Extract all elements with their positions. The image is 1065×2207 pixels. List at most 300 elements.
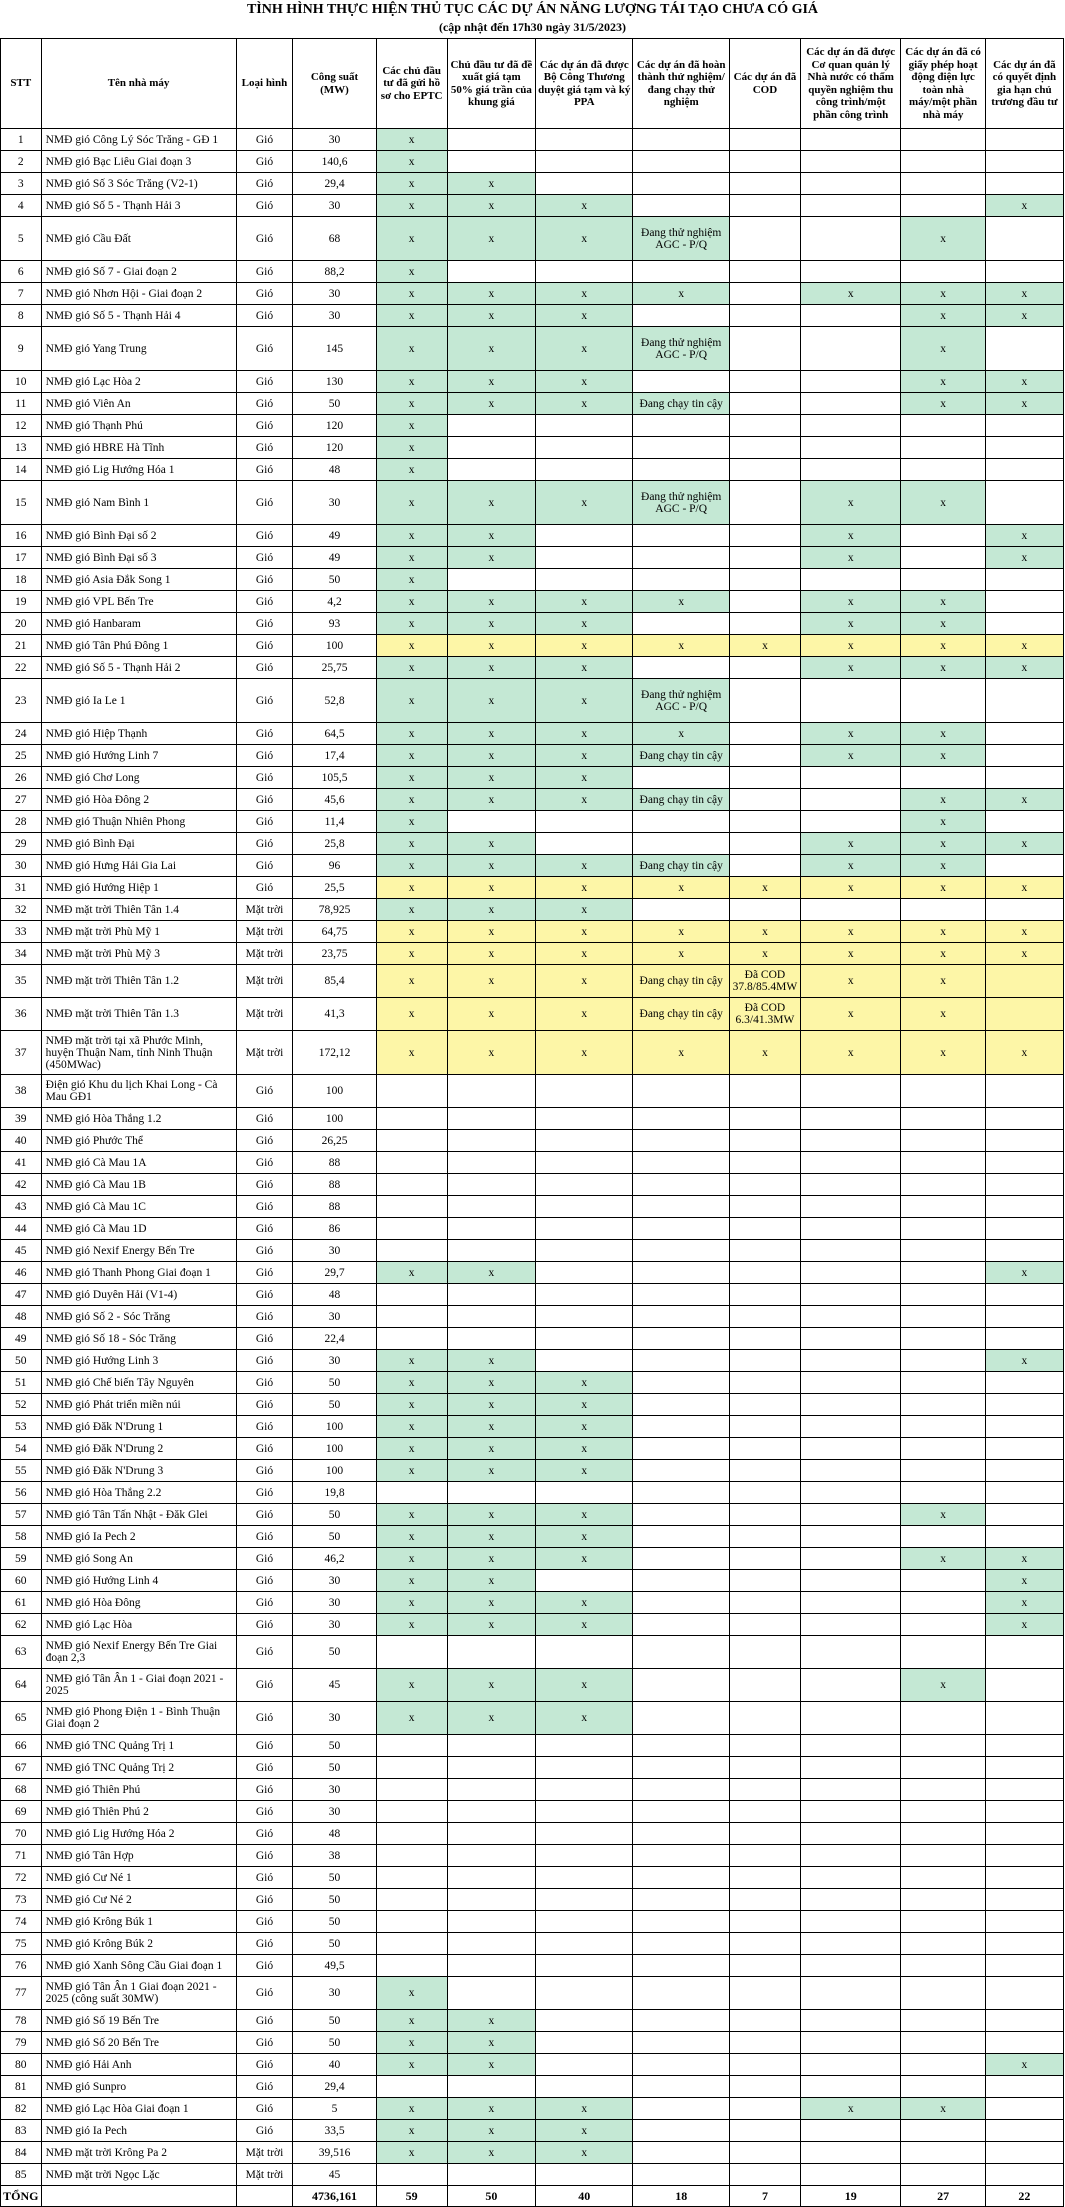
ppa-cell: x	[536, 1548, 633, 1570]
price-proposal-cell: x	[447, 1394, 535, 1416]
eptc-cell: x	[376, 2032, 447, 2054]
license-cell	[901, 415, 985, 437]
type-cell: Mặt trời	[236, 1031, 293, 1075]
cod-cell	[729, 1889, 800, 1911]
price-proposal-cell	[447, 1955, 535, 1977]
type-cell: Gió	[236, 151, 293, 173]
eptc-cell: x	[376, 1031, 447, 1075]
extension-cell	[985, 459, 1063, 481]
extension-cell	[985, 1757, 1063, 1779]
cod-cell	[729, 261, 800, 283]
stt-cell: 43	[1, 1196, 42, 1218]
price-proposal-cell	[447, 415, 535, 437]
extension-cell	[985, 1504, 1063, 1526]
extension-cell	[985, 129, 1063, 151]
cod-cell	[729, 1867, 800, 1889]
eptc-cell	[376, 1823, 447, 1845]
table-row	[1, 415, 1064, 437]
capacity-cell: 52,8	[293, 679, 376, 723]
stt-cell: 63	[1, 1636, 42, 1669]
capacity-cell: 45,6	[293, 789, 376, 811]
testing-cell	[633, 833, 729, 855]
eptc-cell: x	[376, 877, 447, 899]
price-proposal-cell: x	[447, 921, 535, 943]
eptc-cell	[376, 1328, 447, 1350]
testing-cell	[633, 371, 729, 393]
testing-cell	[633, 1614, 729, 1636]
eptc-cell	[376, 1911, 447, 1933]
ppa-cell: x	[536, 1526, 633, 1548]
extension-cell	[985, 327, 1063, 371]
license-cell	[901, 1823, 985, 1845]
type-cell: Gió	[236, 1460, 293, 1482]
table-row	[1, 1845, 1064, 1867]
type-cell: Gió	[236, 1130, 293, 1152]
capacity-cell: 120	[293, 437, 376, 459]
extension-cell	[985, 151, 1063, 173]
stt-cell: 80	[1, 2054, 42, 2076]
plant-name-cell: NMĐ gió HBRE Hà Tĩnh	[41, 437, 236, 459]
type-cell: Gió	[236, 1548, 293, 1570]
cod-cell	[729, 1262, 800, 1284]
type-cell: Gió	[236, 723, 293, 745]
cod-cell	[729, 1933, 800, 1955]
capacity-cell: 50	[293, 2032, 376, 2054]
eptc-cell: x	[376, 613, 447, 635]
capacity-cell: 40	[293, 2054, 376, 2076]
table-row	[1, 283, 1064, 305]
type-cell: Mặt trời	[236, 2142, 293, 2164]
price-proposal-cell: x	[447, 657, 535, 679]
plant-name-cell: NMĐ mặt trời Krông Pa 2	[41, 2142, 236, 2164]
acceptance-cell	[800, 1372, 901, 1394]
plant-name-cell: NMĐ gió Nexif Energy Bến Tre Giai đoạn 2,3	[41, 1636, 236, 1669]
capacity-cell: 30	[293, 1801, 376, 1823]
eptc-cell: x	[376, 2120, 447, 2142]
ppa-cell	[536, 1823, 633, 1845]
plant-name-cell: NMĐ gió Số 2 - Sóc Trăng	[41, 1306, 236, 1328]
acceptance-cell	[800, 1977, 901, 2010]
testing-cell	[633, 2010, 729, 2032]
plant-name-cell: NMĐ gió Lig Hướng Hóa 2	[41, 1823, 236, 1845]
stt-cell: 85	[1, 2164, 42, 2186]
type-cell: Gió	[236, 569, 293, 591]
type-cell: Gió	[236, 1779, 293, 1801]
type-cell: Gió	[236, 1394, 293, 1416]
plant-name-cell: NMĐ gió Bạc Liêu Giai đoạn 3	[41, 151, 236, 173]
testing-cell	[633, 1955, 729, 1977]
acceptance-cell	[800, 1350, 901, 1372]
table-row	[1, 217, 1064, 261]
plant-name-cell: NMĐ gió Cà Mau 1C	[41, 1196, 236, 1218]
plant-name-cell: NMĐ gió Asia Đắk Song 1	[41, 569, 236, 591]
license-cell	[901, 173, 985, 195]
ppa-cell	[536, 1196, 633, 1218]
capacity-cell: 100	[293, 1438, 376, 1460]
col-header-price-proposal: Chủ đầu tư đã đề xuất giá tạm 50% giá trần của khung giá	[447, 39, 535, 129]
col-header-cod: Các dự án đã COD	[729, 39, 800, 129]
extension-cell	[985, 998, 1063, 1031]
extension-cell: x	[985, 1614, 1063, 1636]
cod-cell	[729, 547, 800, 569]
cod-cell	[729, 1306, 800, 1328]
license-cell: x	[901, 657, 985, 679]
license-cell: x	[901, 2098, 985, 2120]
stt-cell: 56	[1, 1482, 42, 1504]
price-proposal-cell: x	[447, 943, 535, 965]
ppa-cell	[536, 1218, 633, 1240]
table-row	[1, 613, 1064, 635]
price-proposal-cell: x	[447, 1592, 535, 1614]
stt-cell: 54	[1, 1438, 42, 1460]
eptc-cell: x	[376, 525, 447, 547]
stt-cell: 20	[1, 613, 42, 635]
testing-cell	[633, 1196, 729, 1218]
total-extension: 22	[985, 2186, 1063, 2207]
ppa-cell	[536, 833, 633, 855]
stt-cell: 25	[1, 745, 42, 767]
table-row	[1, 2076, 1064, 2098]
acceptance-cell	[800, 1438, 901, 1460]
cod-cell	[729, 1460, 800, 1482]
capacity-cell: 48	[293, 459, 376, 481]
col-header-ppa: Các dự án đã được Bộ Công Thương duyệt giá tạm và ký PPA	[536, 39, 633, 129]
stt-cell: 82	[1, 2098, 42, 2120]
table-row	[1, 2142, 1064, 2164]
testing-cell: Đang thử nghiệm AGC - P/Q	[633, 679, 729, 723]
stt-cell: 13	[1, 437, 42, 459]
testing-cell	[633, 1504, 729, 1526]
eptc-cell	[376, 1757, 447, 1779]
testing-cell: Đang thử nghiệm AGC - P/Q	[633, 217, 729, 261]
license-cell	[901, 1460, 985, 1482]
price-proposal-cell	[447, 1152, 535, 1174]
type-cell: Gió	[236, 1669, 293, 1702]
license-cell	[901, 525, 985, 547]
ppa-cell	[536, 1735, 633, 1757]
plant-name-cell: NMĐ mặt trời Ngọc Lặc	[41, 2164, 236, 2186]
plant-name-cell: NMĐ gió Lạc Hòa Giai đoạn 1	[41, 2098, 236, 2120]
plant-name-cell: NMĐ mặt trời Thiên Tân 1.3	[41, 998, 236, 1031]
extension-cell	[985, 1823, 1063, 1845]
plant-name-cell: NMĐ gió Song An	[41, 1548, 236, 1570]
table-row	[1, 261, 1064, 283]
testing-cell	[633, 459, 729, 481]
capacity-cell: 50	[293, 1394, 376, 1416]
license-cell	[901, 1526, 985, 1548]
cod-cell	[729, 1196, 800, 1218]
table-row	[1, 1823, 1064, 1845]
ppa-cell	[536, 1075, 633, 1108]
ppa-cell: x	[536, 789, 633, 811]
ppa-cell: x	[536, 877, 633, 899]
capacity-cell: 30	[293, 1977, 376, 2010]
license-cell	[901, 1262, 985, 1284]
price-proposal-cell: x	[447, 2032, 535, 2054]
plant-name-cell: NMĐ mặt trời Phù Mỹ 1	[41, 921, 236, 943]
cod-cell	[729, 833, 800, 855]
cod-cell	[729, 525, 800, 547]
extension-cell	[985, 1482, 1063, 1504]
eptc-cell: x	[376, 1504, 447, 1526]
price-proposal-cell: x	[447, 1702, 535, 1735]
table-row	[1, 1889, 1064, 1911]
stt-cell: 26	[1, 767, 42, 789]
type-cell: Gió	[236, 811, 293, 833]
ppa-cell: x	[536, 1614, 633, 1636]
acceptance-cell	[800, 1284, 901, 1306]
cod-cell	[729, 129, 800, 151]
cod-cell	[729, 1845, 800, 1867]
table-row	[1, 1306, 1064, 1328]
table-row	[1, 877, 1064, 899]
extension-cell: x	[985, 877, 1063, 899]
capacity-cell: 100	[293, 1075, 376, 1108]
table-row	[1, 1438, 1064, 1460]
eptc-cell: x	[376, 1548, 447, 1570]
table-row	[1, 569, 1064, 591]
eptc-cell	[376, 1306, 447, 1328]
table-row	[1, 2120, 1064, 2142]
acceptance-cell	[800, 2142, 901, 2164]
type-cell: Mặt trời	[236, 921, 293, 943]
license-cell	[901, 1328, 985, 1350]
license-cell	[901, 1867, 985, 1889]
type-cell: Gió	[236, 1867, 293, 1889]
acceptance-cell	[800, 1823, 901, 1845]
capacity-cell: 96	[293, 855, 376, 877]
eptc-cell: x	[376, 415, 447, 437]
stt-cell: 75	[1, 1933, 42, 1955]
stt-cell: 73	[1, 1889, 42, 1911]
license-cell	[901, 679, 985, 723]
testing-cell	[633, 1977, 729, 2010]
table-row	[1, 1108, 1064, 1130]
stt-cell: 42	[1, 1174, 42, 1196]
extension-cell	[985, 1284, 1063, 1306]
stt-cell: 14	[1, 459, 42, 481]
capacity-cell: 23,75	[293, 943, 376, 965]
table-row	[1, 129, 1064, 151]
table-row	[1, 1350, 1064, 1372]
cod-cell	[729, 1735, 800, 1757]
cod-cell	[729, 1504, 800, 1526]
type-cell: Mặt trời	[236, 2164, 293, 2186]
testing-cell: Đang chạy tin cậy	[633, 789, 729, 811]
price-proposal-cell: x	[447, 855, 535, 877]
type-cell: Gió	[236, 1614, 293, 1636]
plant-name-cell: NMĐ gió Hướng Linh 7	[41, 745, 236, 767]
ppa-cell: x	[536, 855, 633, 877]
price-proposal-cell	[447, 1867, 535, 1889]
acceptance-cell: x	[800, 921, 901, 943]
capacity-cell: 48	[293, 1823, 376, 1845]
acceptance-cell	[800, 2054, 901, 2076]
ppa-cell: x	[536, 767, 633, 789]
extension-cell	[985, 1889, 1063, 1911]
ppa-cell: x	[536, 1669, 633, 1702]
price-proposal-cell: x	[447, 525, 535, 547]
stt-cell: 39	[1, 1108, 42, 1130]
extension-cell: x	[985, 1031, 1063, 1075]
testing-cell	[633, 129, 729, 151]
ppa-cell	[536, 173, 633, 195]
plant-name-cell: NMĐ gió Cầu Đất	[41, 217, 236, 261]
type-cell: Gió	[236, 2076, 293, 2098]
capacity-cell: 120	[293, 415, 376, 437]
ppa-cell: x	[536, 1416, 633, 1438]
acceptance-cell: x	[800, 481, 901, 525]
plant-name-cell: NMĐ gió Hòa Thắng 1.2	[41, 1108, 236, 1130]
testing-cell	[633, 2120, 729, 2142]
type-cell: Mặt trời	[236, 998, 293, 1031]
acceptance-cell	[800, 1394, 901, 1416]
testing-cell	[633, 1526, 729, 1548]
cod-cell	[729, 371, 800, 393]
price-proposal-cell	[447, 1240, 535, 1262]
testing-cell	[633, 2054, 729, 2076]
table-row	[1, 1460, 1064, 1482]
extension-cell	[985, 855, 1063, 877]
extension-cell	[985, 723, 1063, 745]
price-proposal-cell	[447, 1196, 535, 1218]
plant-name-cell: NMĐ gió Ia Pech	[41, 2120, 236, 2142]
col-header-type: Loại hình	[236, 39, 293, 129]
price-proposal-cell: x	[447, 2010, 535, 2032]
total-capacity: 4736,161	[293, 2186, 376, 2207]
license-cell	[901, 2076, 985, 2098]
capacity-cell: 100	[293, 635, 376, 657]
ppa-cell	[536, 1801, 633, 1823]
testing-cell: x	[633, 591, 729, 613]
license-cell	[901, 1933, 985, 1955]
ppa-cell	[536, 261, 633, 283]
eptc-cell: x	[376, 943, 447, 965]
table-row	[1, 1911, 1064, 1933]
testing-cell	[633, 1735, 729, 1757]
cod-cell	[729, 1548, 800, 1570]
license-cell: x	[901, 833, 985, 855]
plant-name-cell: NMĐ gió Hòa Thắng 2.2	[41, 1482, 236, 1504]
acceptance-cell	[800, 327, 901, 371]
license-cell	[901, 1075, 985, 1108]
type-cell: Gió	[236, 1845, 293, 1867]
acceptance-cell	[800, 305, 901, 327]
type-cell: Gió	[236, 283, 293, 305]
license-cell	[901, 899, 985, 921]
extension-cell	[985, 965, 1063, 998]
cod-cell	[729, 2142, 800, 2164]
ppa-cell: x	[536, 1394, 633, 1416]
ppa-cell	[536, 1328, 633, 1350]
plant-name-cell: NMĐ gió Bình Đại số 2	[41, 525, 236, 547]
license-cell	[901, 1218, 985, 1240]
price-proposal-cell: x	[447, 2142, 535, 2164]
plant-name-cell: NMĐ gió Ia Le 1	[41, 679, 236, 723]
price-proposal-cell: x	[447, 327, 535, 371]
license-cell	[901, 1889, 985, 1911]
eptc-cell: x	[376, 1669, 447, 1702]
ppa-cell	[536, 1911, 633, 1933]
eptc-cell	[376, 1240, 447, 1262]
extension-cell	[985, 437, 1063, 459]
acceptance-cell	[800, 1306, 901, 1328]
plant-name-cell: NMĐ gió Cà Mau 1B	[41, 1174, 236, 1196]
cod-cell: Đã COD 37.8/85.4MW	[729, 965, 800, 998]
license-cell: x	[901, 789, 985, 811]
plant-name-cell: NMĐ gió Tân Ân 1 Giai đoạn 2021 - 2025 (công suất 30MW)	[41, 1977, 236, 2010]
testing-cell	[633, 1262, 729, 1284]
license-cell	[901, 1240, 985, 1262]
plant-name-cell: NMĐ gió Đăk N'Drung 3	[41, 1460, 236, 1482]
acceptance-cell	[800, 767, 901, 789]
cod-cell	[729, 1702, 800, 1735]
acceptance-cell	[800, 393, 901, 415]
type-cell: Gió	[236, 855, 293, 877]
ppa-cell: x	[536, 921, 633, 943]
type-cell: Gió	[236, 217, 293, 261]
price-proposal-cell: x	[447, 195, 535, 217]
acceptance-cell	[800, 1482, 901, 1504]
cod-cell	[729, 151, 800, 173]
eptc-cell: x	[376, 1262, 447, 1284]
acceptance-cell	[800, 1669, 901, 1702]
capacity-cell: 30	[293, 1240, 376, 1262]
table-row	[1, 1955, 1064, 1977]
ppa-cell: x	[536, 723, 633, 745]
testing-cell	[633, 1218, 729, 1240]
plant-name-cell: NMĐ gió Đăk N'Drung 1	[41, 1416, 236, 1438]
table-row	[1, 1570, 1064, 1592]
stt-cell: 4	[1, 195, 42, 217]
plant-name-cell: NMĐ gió TNC Quảng Trị 2	[41, 1757, 236, 1779]
stt-cell: 45	[1, 1240, 42, 1262]
type-cell: Gió	[236, 1911, 293, 1933]
type-cell: Gió	[236, 745, 293, 767]
eptc-cell: x	[376, 283, 447, 305]
extension-cell	[985, 1108, 1063, 1130]
type-cell: Gió	[236, 1823, 293, 1845]
acceptance-cell: x	[800, 723, 901, 745]
acceptance-cell: x	[800, 613, 901, 635]
price-proposal-cell: x	[447, 965, 535, 998]
stt-cell: 81	[1, 2076, 42, 2098]
license-cell	[901, 1394, 985, 1416]
plant-name-cell: NMĐ gió VPL Bến Tre	[41, 591, 236, 613]
plant-name-cell: NMĐ gió Số 3 Sóc Trăng (V2-1)	[41, 173, 236, 195]
capacity-cell: 30	[293, 1570, 376, 1592]
capacity-cell: 30	[293, 1702, 376, 1735]
license-cell: x	[901, 217, 985, 261]
price-proposal-cell	[447, 1779, 535, 1801]
testing-cell	[633, 2164, 729, 2186]
ppa-cell: x	[536, 305, 633, 327]
acceptance-cell: x	[800, 745, 901, 767]
cod-cell	[729, 1438, 800, 1460]
eptc-cell	[376, 1779, 447, 1801]
extension-cell	[985, 1372, 1063, 1394]
total-spacer	[41, 2186, 236, 2207]
extension-cell	[985, 1174, 1063, 1196]
ppa-cell	[536, 2010, 633, 2032]
type-cell: Gió	[236, 1152, 293, 1174]
table-row	[1, 745, 1064, 767]
stt-cell: 47	[1, 1284, 42, 1306]
type-cell: Gió	[236, 2032, 293, 2054]
plant-name-cell: NMĐ gió Krông Búk 2	[41, 1933, 236, 1955]
type-cell: Gió	[236, 195, 293, 217]
extension-cell: x	[985, 2054, 1063, 2076]
